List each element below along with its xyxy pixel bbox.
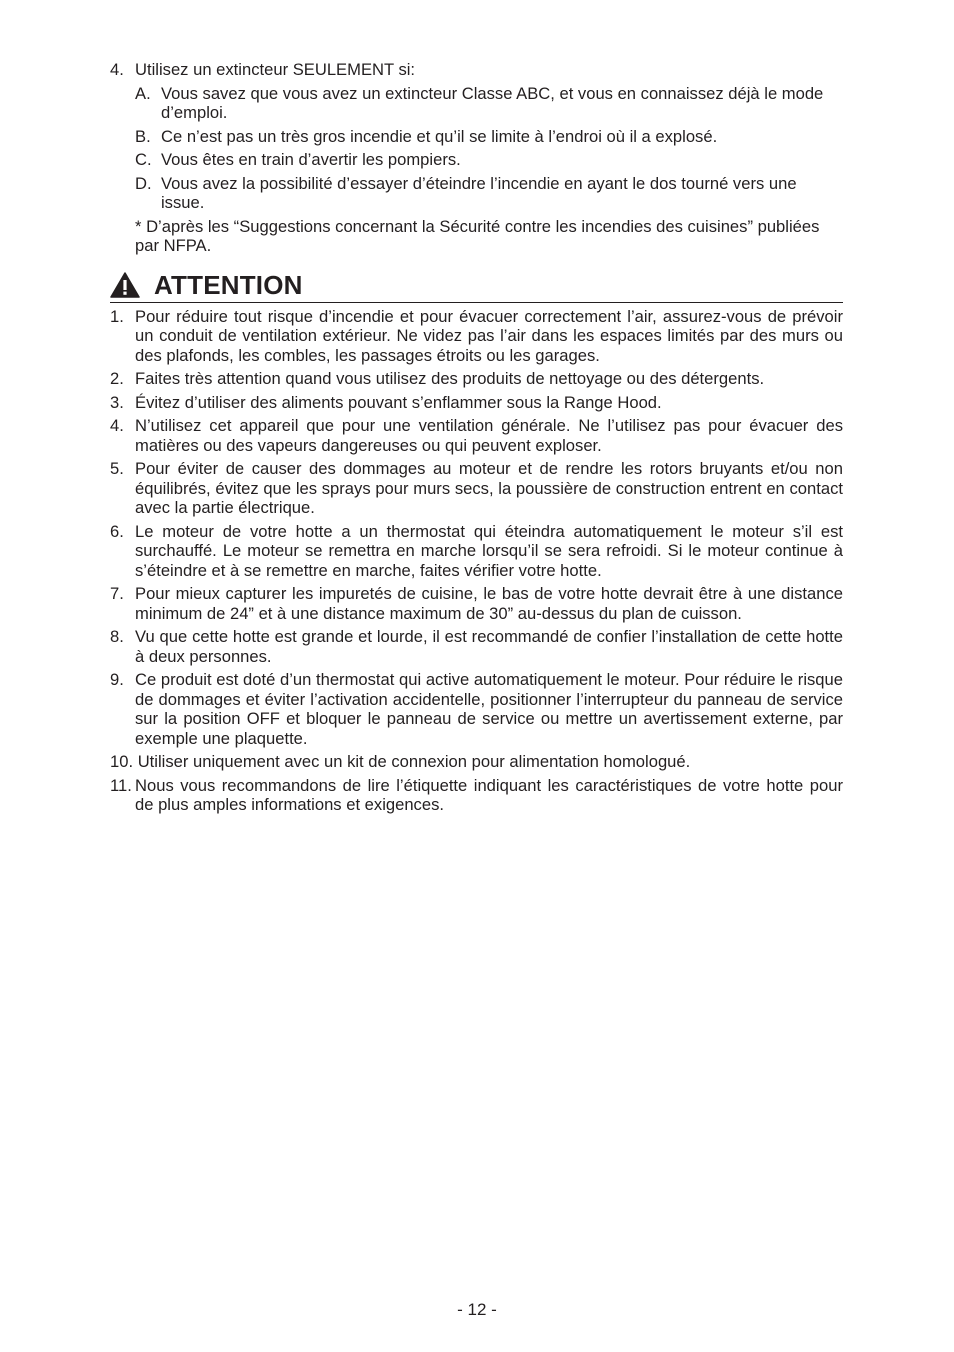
item-number: 6. [110,521,124,541]
item-text: Pour mieux capturer les impuretés de cuisine, le bas de votre hotte devrait être à une distance minimum de 24” et à une distance maximum de 30” au-dessus du plan de cuisson. [135,584,843,623]
sub-item-text: Vous savez que vous avez un extincteur Classe ABC, et vous en connaissez déjà le mode d’emploi. [161,83,824,122]
attention-item-1 [110,307,843,366]
attention-title: ATTENTION [154,269,303,300]
page-content [110,60,843,819]
item-text: Utiliser uniquement avec un kit de connexion pour alimentation homologué. [137,752,691,771]
item-number: 1. [110,306,124,326]
item-number: 4. [110,60,124,79]
attention-heading [110,270,843,303]
item-number: 3. [110,392,124,412]
item-text: Vu que cette hotte est grande et lourde, il est recommandé de confier l’installation de cette hotte à deux personnes. [135,627,843,666]
item-number: 9. [110,670,124,689]
item-text: Évitez d’utiliser des aliments pouvant s’enflammer sous la Range Hood. [135,392,662,412]
item-number: 11. [110,775,132,795]
attention-item-7 [110,584,843,623]
item-text: Faites très attention quand vous utilisez des produits de nettoyage ou des détergents. [135,369,765,388]
item-text: Pour éviter de causer des dommages au moteur et de rendre les rotors bruyants et/ou non équilibrés, évitez que les sprays pour murs secs, la poussière de construction entrent en contact avec la partie électrique. [135,459,843,517]
item-number: 10. [110,752,134,771]
attention-item-6 [110,522,843,581]
sub-item-b [135,127,843,147]
sub-item-d [135,174,843,213]
attention-item-8 [110,627,843,666]
item-number: 5. [110,459,124,478]
list-item-4 [110,60,843,80]
sub-item-letter: D. [135,173,152,193]
sub-item-a [135,84,843,123]
footnote: * D’après les “Suggestions concernant la Sécurité contre les incendies des cuisines” publiées par NFPA. [135,216,820,255]
page-number: - 12 - [457,1300,497,1319]
sub-item-text: Vous avez la possibilité d’essayer d’éteindre l’incendie en ayant le dos tourné vers une issue. [161,173,797,212]
attention-item-4 [110,416,843,455]
sub-item-text: Vous êtes en train d’avertir les pompiers. [161,150,461,169]
item-text: Nous vous recommandons de lire l’étiquette indiquant les caractéristiques de votre hotte pour de plus amples informations et exigences. [135,775,843,814]
item-text: N’utilisez cet appareil que pour une ventilation générale. Ne l’utilisez pas pour évacuer des matières ou des vapeurs dangereuses ou qui peuvent exploser. [135,416,843,455]
attention-item-11 [110,776,843,815]
item-number: 2. [110,369,124,388]
sub-item-letter: C. [135,150,152,169]
warning-triangle-icon [110,272,140,298]
item-number: 7. [110,584,124,603]
attention-item-3 [110,393,843,413]
attention-item-5 [110,459,843,518]
sub-item-text: Ce n’est pas un très gros incendie et qu’il se limite à l’endroi où il a explosé. [161,126,718,146]
item-number: 8. [110,627,124,646]
sub-item-c [135,150,843,170]
item-text: Utilisez un extincteur SEULEMENT si: [135,60,416,79]
attention-item-10 [110,752,843,772]
sub-item-letter: B. [135,126,151,146]
sub-item-letter: A. [135,83,151,103]
item-number: 4. [110,416,124,435]
item-text: Pour réduire tout risque d’incendie et pour évacuer correctement l’air, assurez-vous de prévoir un conduit de ventilation extérieur. Ne videz pas l’air dans les espaces limités par des murs ou des plafonds, les combles, les passages étroits ou les garages. [135,306,843,365]
attention-item-2 [110,369,843,389]
item-text: Ce produit est doté d’un thermostat qui active automatiquement le moteur. Pour réduire le risque de dommages et éviter l’activation accidentelle, positionner l’interrupteur du panneau de service sur la position OFF et bloquer le panneau de service ou mettre un avertissement externe, par exemple une plaquette. [135,670,843,748]
attention-item-9 [110,670,843,748]
item-text: Le moteur de votre hotte a un thermostat qui éteindra automatiquement le moteur s’il est surchauffé. Le moteur se remettra en marche lorsqu’il se sera refroidi. Si le moteur continue à s’éteindre et à se remettre en marche, faites vérifier votre hotte. [135,521,843,580]
